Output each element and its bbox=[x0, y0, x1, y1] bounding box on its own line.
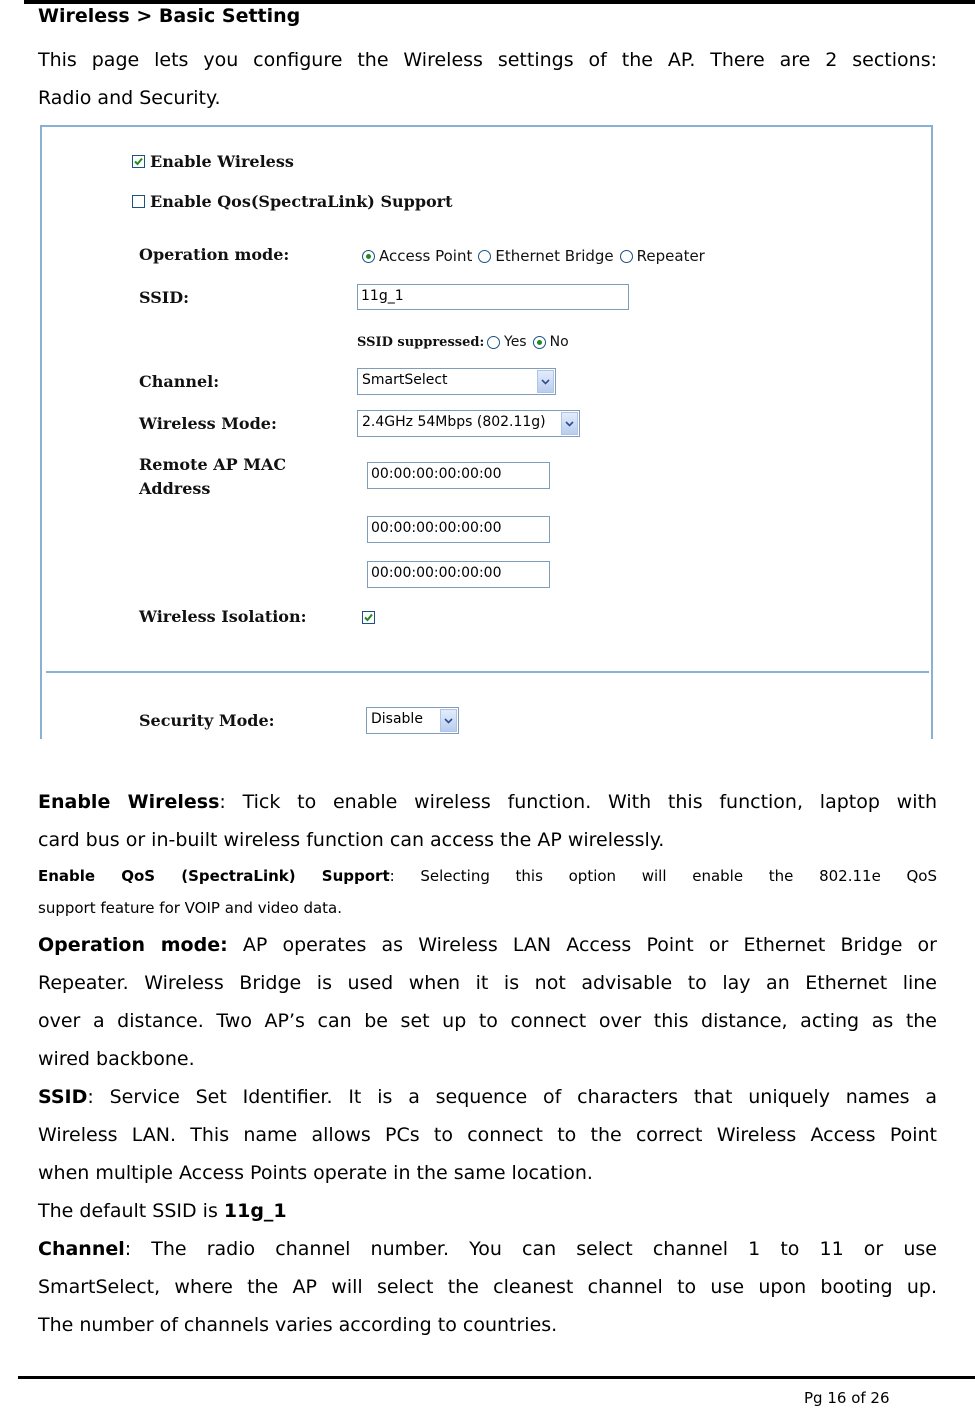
intro-line-1: This page lets you configure the Wireless settings of the AP. There are 2 sections: bbox=[38, 49, 937, 71]
desc-channel-line-3: The number of channels varies according to countries. bbox=[38, 1314, 558, 1336]
channel-select-value: SmartSelect bbox=[362, 372, 448, 388]
desc-enable-qos bbox=[38, 859, 937, 925]
check-icon bbox=[133, 156, 144, 167]
radio-repeater-label: Repeater bbox=[636, 247, 705, 265]
enable-wireless-checkbox[interactable] bbox=[132, 155, 145, 168]
radio-ethernet-bridge[interactable] bbox=[478, 250, 491, 263]
wireless-mode-select[interactable] bbox=[357, 410, 580, 437]
wireless-isolation-label: Wireless Isolation: bbox=[139, 607, 307, 626]
radio-repeater[interactable] bbox=[620, 250, 633, 263]
desc-enable-wireless-line-2: card bus or in-built wireless function can access the AP wirelessly. bbox=[38, 829, 665, 851]
desc-ssid-line-2: Wireless LAN. This name allows PCs to connect to the correct Wireless Access Point bbox=[38, 1124, 937, 1146]
default-ssid-prefix: The default SSID is bbox=[38, 1200, 224, 1222]
term-channel: Channel bbox=[38, 1238, 125, 1260]
desc-ssid-line-3: when multiple Access Points operate in the same location. bbox=[38, 1162, 593, 1184]
security-mode-label: Security Mode: bbox=[139, 711, 275, 730]
desc-operation-mode bbox=[38, 926, 937, 1078]
desc-enable-wireless-line-1: : Tick to enable wireless function. With this function, laptop with bbox=[219, 791, 937, 813]
desc-operation-mode-line-3: over a distance. Two AP’s can be set up to connect over this distance, acting as the bbox=[38, 1010, 937, 1032]
term-enable-wireless: Enable Wireless bbox=[38, 791, 220, 813]
remote-ap-mac-label-line-2: Address bbox=[139, 479, 211, 498]
chevron-down-icon[interactable] bbox=[440, 709, 457, 732]
ssid-suppressed-label: SSID suppressed: bbox=[357, 335, 485, 350]
ssid-input[interactable]: 11g_1 bbox=[357, 284, 629, 310]
intro-paragraph bbox=[38, 41, 937, 117]
wireless-isolation-checkbox[interactable] bbox=[362, 611, 375, 624]
intro-line-2: Radio and Security. bbox=[38, 87, 221, 109]
section-heading: Wireless > Basic Setting bbox=[38, 5, 301, 27]
term-ssid: SSID bbox=[38, 1086, 88, 1108]
operation-mode-radios bbox=[362, 247, 711, 265]
desc-channel-line-2: SmartSelect, where the AP will select the cleanest channel to use upon booting up. bbox=[38, 1276, 937, 1298]
ssid-label: SSID: bbox=[139, 288, 190, 307]
chevron-down-icon[interactable] bbox=[561, 412, 578, 435]
remote-mac-input-1[interactable]: 00:00:00:00:00:00 bbox=[367, 462, 550, 489]
term-operation-mode: Operation mode: bbox=[38, 934, 228, 956]
desc-enable-wireless bbox=[38, 783, 937, 859]
radio-ssid-no[interactable] bbox=[533, 336, 546, 349]
default-ssid-value: 11g_1 bbox=[223, 1200, 287, 1222]
desc-ssid bbox=[38, 1078, 937, 1230]
enable-qos-label: Enable Qos(SpectraLink) Support bbox=[150, 192, 453, 211]
enable-qos-checkbox[interactable] bbox=[132, 195, 145, 208]
remote-mac-input-3[interactable]: 00:00:00:00:00:00 bbox=[367, 561, 550, 588]
channel-select[interactable] bbox=[357, 368, 556, 395]
bottom-rule bbox=[18, 1376, 975, 1379]
desc-operation-mode-line-4: wired backbone. bbox=[38, 1048, 195, 1070]
term-enable-qos: Enable QoS (SpectraLink) Support bbox=[38, 867, 390, 885]
desc-enable-qos-line-2: support feature for VOIP and video data. bbox=[38, 899, 342, 917]
desc-operation-mode-line-2: Repeater. Wireless Bridge is used when it is not advisable to lay an Ethernet line bbox=[38, 972, 937, 994]
radio-access-point[interactable] bbox=[362, 250, 375, 263]
security-mode-select-value: Disable bbox=[371, 711, 423, 727]
operation-mode-label: Operation mode: bbox=[139, 245, 290, 264]
wireless-mode-select-value: 2.4GHz 54Mbps (802.11g) bbox=[362, 414, 546, 430]
desc-enable-qos-line-1: : Selecting this option will enable the 802.11e QoS bbox=[389, 867, 938, 885]
radio-ssid-yes-label: Yes bbox=[504, 334, 527, 350]
desc-channel bbox=[38, 1230, 937, 1344]
radio-ssid-no-label: No bbox=[549, 334, 569, 350]
security-mode-select[interactable] bbox=[366, 707, 459, 734]
settings-screenshot bbox=[40, 125, 933, 739]
page-number: Pg 16 of 26 bbox=[804, 1389, 890, 1407]
radio-ethernet-bridge-label: Ethernet Bridge bbox=[495, 247, 614, 265]
desc-ssid-line-1: : Service Set Identifier. It is a sequence of characters that uniquely names a bbox=[87, 1086, 937, 1108]
channel-label: Channel: bbox=[139, 372, 220, 391]
section-divider bbox=[46, 671, 929, 673]
chevron-down-icon[interactable] bbox=[537, 370, 554, 393]
remote-mac-input-2[interactable]: 00:00:00:00:00:00 bbox=[367, 516, 550, 543]
wireless-mode-label: Wireless Mode: bbox=[139, 414, 277, 433]
desc-operation-mode-line-1: AP operates as Wireless LAN Access Point or Ethernet Bridge or bbox=[227, 934, 937, 956]
ssid-suppressed-radios bbox=[487, 334, 575, 350]
radio-access-point-label: Access Point bbox=[379, 247, 473, 265]
remote-ap-mac-label-line-1: Remote AP MAC bbox=[139, 455, 287, 474]
enable-wireless-label: Enable Wireless bbox=[150, 152, 294, 171]
remote-ap-mac-label bbox=[139, 453, 286, 501]
desc-channel-line-1: : The radio channel number. You can select channel 1 to 11 or use bbox=[124, 1238, 937, 1260]
radio-ssid-yes[interactable] bbox=[487, 336, 500, 349]
check-icon bbox=[363, 612, 374, 623]
